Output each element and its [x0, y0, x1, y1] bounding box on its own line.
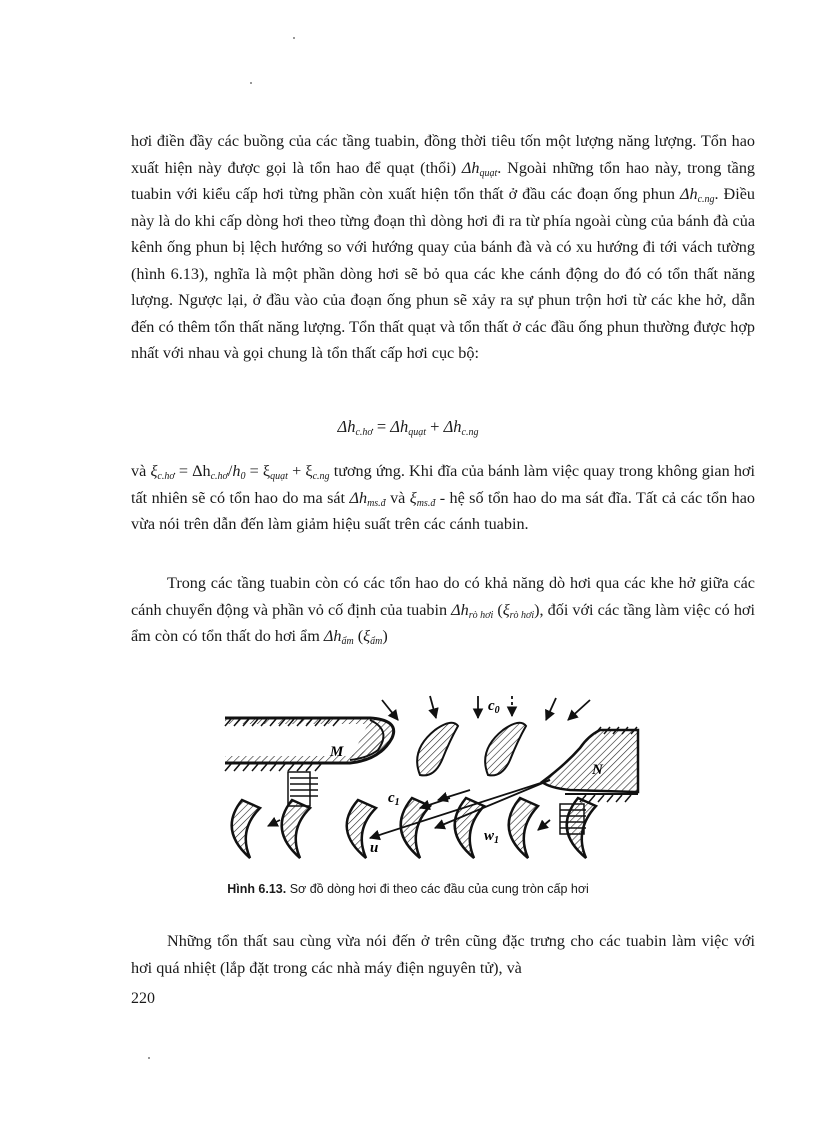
- paragraph-3: [131, 570, 755, 650]
- page-number: 220: [131, 990, 155, 1007]
- paragraph-3-text: (: [353, 627, 364, 645]
- label-c0: $c_0$: [488, 698, 500, 716]
- paragraph-1-text: . Điều này là do khi cấp dòng hơi theo từng đoạn thì dòng hơi đi ra từ phía ngoài cùng của bánh đà của kênh ống phun bị lệch hướng so với hướng quay của bánh đà và có xu hướng đi tới vách tường (hình 6.13), nghĩa là một phần dòng hơi sẽ bỏ qua các khe cánh động do đó có tổn thất năng lượng. Ngược lại, ở đầu vào của đoạn ống phun sẽ xảy ra sự phun trộn hơi từ các khe hở, dẫn đến có thêm tổn thất năng lượng. Tổn thất quạt và tổn thất ở các đầu ống phun thường được hợp nhất với nhau và gọi chung là tổn thất cấp hơi cục bộ:: [131, 185, 756, 362]
- math-subscript: quạt: [479, 167, 498, 179]
- inlet-flow-arrows: [382, 696, 590, 720]
- nozzle-blades: [417, 723, 526, 776]
- math-subscript: ms.đ: [367, 497, 386, 509]
- math-operator: =: [372, 417, 391, 436]
- math-operator: /: [227, 462, 233, 480]
- scan-speck: [250, 82, 252, 84]
- math-symbol: ξ: [363, 627, 371, 645]
- math-subscript: ms.đ: [416, 497, 436, 509]
- math-subscript: ẩm: [370, 636, 383, 647]
- math-expression: = Δh: [174, 462, 211, 480]
- math-subscript: quạt: [270, 471, 288, 482]
- paragraph-1: [131, 128, 755, 367]
- math-subscript: rò hơi: [509, 609, 535, 621]
- label-m: M: [330, 744, 344, 760]
- caption-label: Hình 6.13.: [227, 882, 287, 896]
- math-subscript: c.ng: [461, 427, 479, 438]
- math-subscript: c.hơ: [355, 427, 373, 438]
- math-symbol: ξ: [150, 462, 158, 480]
- math-operator: +: [426, 417, 444, 436]
- math-symbol: Δh: [337, 417, 356, 436]
- paragraph-4: [131, 928, 755, 981]
- math-symbol: ξ: [409, 488, 417, 507]
- caption-text: Sơ đồ dòng hơi đi theo các đầu của cung tròn cấp hơi: [286, 882, 589, 896]
- paragraph-1-text: hơi điền đầy các buồng của các tầng tuabin, đồng thời tiêu tốn một lượng năng lượng. Tổn hao xuất hiện này được gọi là tổn hao để quạt (thổi): [131, 132, 755, 177]
- math-symbol: h: [232, 462, 241, 480]
- math-subscript: c.hơ: [210, 471, 228, 482]
- label-u: u: [370, 840, 379, 856]
- paragraph-2-text: - hệ số tổn hao do ma sát đĩa. Tất cả các tổn hao vừa nói trên dẫn đến làm giảm hiệu suất trên các cánh tuabin.: [131, 488, 755, 533]
- math-subscript: ẩm: [341, 636, 354, 647]
- math-symbol: ξ: [502, 600, 510, 619]
- figure-steam-flow-diagram: [220, 690, 640, 880]
- math-expression: + ξ: [287, 462, 313, 480]
- paragraph-3-text: ): [382, 627, 388, 645]
- math-symbol: Δh: [390, 417, 409, 436]
- casing-wall-right: [542, 727, 638, 802]
- label-c1: $c_1$: [388, 790, 400, 808]
- scan-speck: [293, 37, 295, 39]
- math-subscript: c.hơ: [157, 471, 175, 482]
- math-expression: = ξ: [245, 462, 271, 480]
- scan-speck: [148, 1057, 150, 1059]
- paragraph-2-text: tương ứng. Khi đĩa của bánh làm việc quay trong không gian hơi tất nhiên sẽ có tổn hao do ma sát: [131, 462, 755, 507]
- paragraph-3-text: ), đối với các tầng làm việc có hơi ẩm còn có tổn thất do hơi ẩm: [131, 600, 755, 645]
- figure-caption: [0, 882, 816, 896]
- math-subscript: c.ng: [312, 471, 330, 482]
- math-symbol: Δh: [679, 185, 698, 203]
- paragraph-1-text: . Ngoài những tổn hao này, trong tầng tuabin với kiểu cấp hơi từng phần còn xuất hiện tổn thất ở đầu các đoạn ống phun: [131, 158, 756, 203]
- paragraph-2-text: và: [385, 488, 410, 507]
- label-w1: $w_1$: [484, 828, 500, 846]
- math-subscript: c.ng: [697, 194, 715, 205]
- label-n: N: [592, 762, 603, 778]
- math-subscript: quạt: [408, 427, 427, 438]
- paragraph-3-text: Trong các tầng tuabin còn có các tổn hao do có khả năng dò hơi qua các khe hở giữa các cánh chuyển động và phần vỏ cố định của tuabin: [131, 574, 755, 619]
- math-symbol: Δh: [323, 627, 342, 645]
- paragraph-4-text: Những tổn thất sau cùng vừa nói đến ở trên cũng đặc trưng cho các tuabin làm việc với hơi quá nhiệt (lắp đặt trong các nhà máy điện nguyên tử), và: [131, 932, 755, 977]
- math-symbol: Δh: [349, 488, 368, 507]
- math-symbol: Δh: [451, 600, 469, 619]
- formula-delta-h: [0, 417, 816, 438]
- casing-wall-left: [225, 718, 394, 771]
- paragraph-2-text: và: [131, 462, 151, 480]
- paragraph-3-text: (: [493, 600, 503, 619]
- math-symbol: Δh: [461, 158, 480, 177]
- math-subscript: 0: [240, 471, 246, 482]
- math-symbol: Δh: [443, 417, 462, 436]
- paragraph-2: [131, 458, 755, 538]
- math-subscript: rò hơi: [468, 609, 494, 621]
